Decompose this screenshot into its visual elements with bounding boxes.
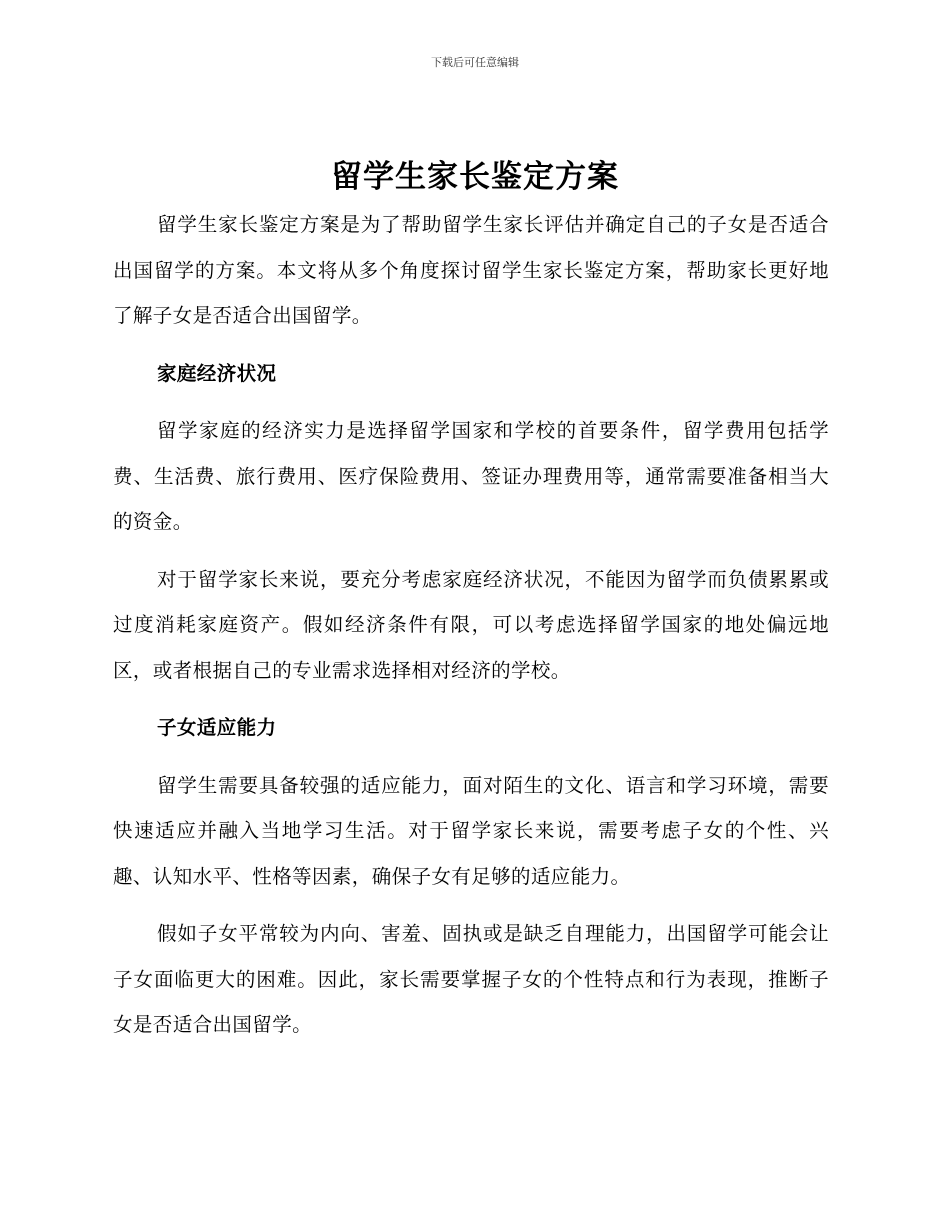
adaptability-paragraph-2: 假如子女平常较为内向、害羞、固执或是缺乏自理能力，出国留学可能会让子女面临更大的困难。因此，家长需要掌握子女的个性特点和行为表现，推断子女是否适合出国留学。 bbox=[113, 922, 829, 1036]
section-heading-finance: 家庭经济状况 bbox=[157, 361, 277, 385]
section-heading-adaptability: 子女适应能力 bbox=[157, 716, 277, 739]
intro-paragraph: 留学生家长鉴定方案是为了帮助留学生家长评估并确定自己的子女是否适合出国留学的方案。本文将从多个角度探讨留学生家长鉴定方案，帮助家长更好地了解子女是否适合出国留学。 bbox=[113, 213, 829, 327]
adaptability-paragraph-1: 留学生需要具备较强的适应能力，面对陌生的文化、语言和学习环境，需要快速适应并融入当地学习生活。对于留学家长来说，需要考虑子女的个性、兴趣、认知水平、性格等因素，确保子女有足够的适应能力。 bbox=[113, 773, 829, 888]
page-header-note: 下载后可任意编辑 bbox=[431, 56, 519, 69]
document-title: 留学生家长鉴定方案 bbox=[331, 159, 619, 195]
finance-paragraph-1: 留学家庭的经济实力是选择留学国家和学校的首要条件，留学费用包括学费、生活费、旅行费用、医疗保险费用、签证办理费用等，通常需要准备相当大的资金。 bbox=[113, 419, 829, 533]
finance-paragraph-2: 对于留学家长来说，要充分考虑家庭经济状况，不能因为留学而负债累累或过度消耗家庭资产。假如经济条件有限，可以考虑选择留学国家的地处偏远地区，或者根据自己的专业需求选择相对经济的学校。 bbox=[113, 567, 829, 682]
document-body bbox=[113, 202, 829, 1048]
